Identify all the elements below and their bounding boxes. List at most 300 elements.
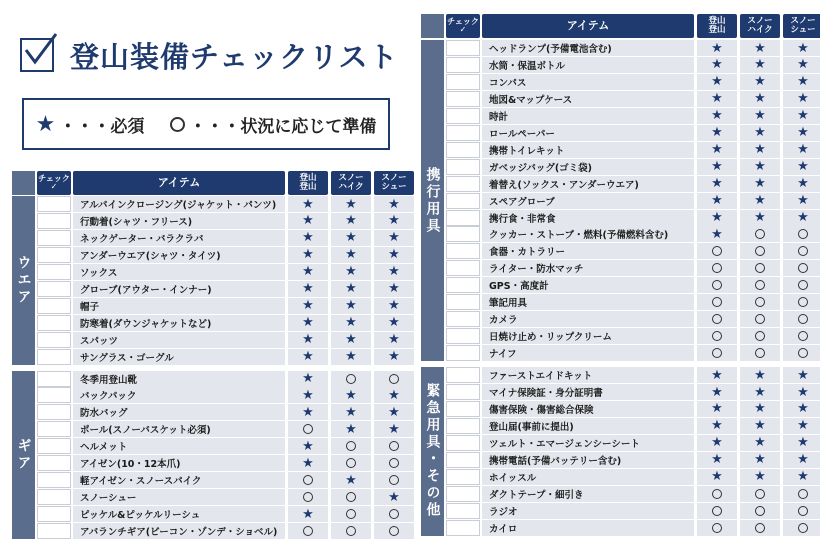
- mark-cell: [783, 367, 820, 383]
- mark-cell: [374, 387, 414, 403]
- mark-cell: [740, 40, 780, 56]
- table-row: [421, 74, 820, 90]
- table-row: [421, 91, 820, 107]
- circle-icon: [755, 314, 765, 324]
- star-icon: ★: [797, 367, 809, 383]
- mark-cell: [740, 367, 780, 383]
- circle-icon: [755, 348, 765, 358]
- header-check: [37, 171, 71, 195]
- mark-cell: [697, 486, 737, 502]
- mark-cell: [331, 315, 371, 331]
- table-row: [12, 315, 414, 331]
- mark-cell: [783, 384, 820, 400]
- circle-icon: [798, 229, 808, 239]
- star-icon: ★: [345, 472, 357, 488]
- circle-icon: [389, 374, 399, 384]
- item-name: 傷害保険・傷害総合保険: [482, 401, 694, 417]
- item-checkbox[interactable]: [37, 281, 71, 297]
- mark-cell: [374, 332, 414, 348]
- mark-cell: [697, 294, 737, 310]
- table-row: [12, 230, 414, 246]
- table-row: [421, 243, 820, 259]
- item-checkbox[interactable]: [446, 401, 480, 417]
- legend-required-text: ・・・必須: [59, 116, 145, 137]
- star-icon: ★: [711, 367, 723, 383]
- item-checkbox[interactable]: [37, 438, 71, 454]
- table-row: [12, 281, 414, 297]
- item-name: ナイフ: [482, 345, 694, 361]
- item-name: スパッツ: [73, 332, 285, 348]
- table-row: [12, 349, 414, 365]
- mark-cell: [740, 142, 780, 158]
- mark-cell: [740, 226, 780, 242]
- star-icon: ★: [754, 418, 766, 434]
- legend-optional-text: ・・・状況に応じて準備: [189, 116, 377, 137]
- mark-cell: [374, 230, 414, 246]
- table-row: [421, 260, 820, 276]
- header-line: スノー: [747, 16, 773, 27]
- item-checkbox[interactable]: [446, 57, 480, 73]
- table-row: [421, 503, 820, 519]
- circle-icon: [755, 246, 765, 256]
- mark-cell: [697, 328, 737, 344]
- item-checkbox[interactable]: [37, 230, 71, 246]
- item-checkbox[interactable]: [446, 159, 480, 175]
- item-name: ヘッドランプ(予備電池含む): [482, 40, 694, 56]
- mark-cell: [374, 281, 414, 297]
- category-label-2: ギア: [12, 371, 35, 540]
- item-name: ロールペーパー: [482, 125, 694, 141]
- table-row: [421, 108, 820, 124]
- star-icon: ★: [797, 452, 809, 468]
- star-icon: ★: [302, 315, 314, 331]
- circle-icon: [798, 523, 808, 533]
- star-icon: ★: [711, 159, 723, 175]
- page-title: 登山装備チェックリスト: [70, 39, 399, 74]
- star-icon: ★: [345, 298, 357, 314]
- header-check-line: チェック: [447, 16, 479, 26]
- star-icon: ★: [302, 213, 314, 229]
- item-checkbox[interactable]: [37, 332, 71, 348]
- star-icon: ★: [711, 384, 723, 400]
- category-header: [421, 14, 444, 38]
- star-icon: ★: [797, 193, 809, 209]
- item-checkbox[interactable]: [37, 489, 71, 505]
- circle-icon: [712, 246, 722, 256]
- mark-cell: [697, 469, 737, 485]
- mark-cell: [783, 159, 820, 175]
- star-icon: ★: [754, 384, 766, 400]
- header-item: アイテム: [482, 14, 694, 38]
- circle-icon: [712, 297, 722, 307]
- star-icon: ★: [797, 108, 809, 124]
- table-row: [12, 472, 414, 488]
- item-name: 地図&マップケース: [482, 91, 694, 107]
- item-name: 食器・カトラリー: [482, 243, 694, 259]
- item-name: 冬季用登山靴: [73, 371, 285, 387]
- item-name: 携行食・非常食: [482, 210, 694, 226]
- star-icon: ★: [711, 91, 723, 107]
- header-line: 登山: [708, 16, 726, 27]
- item-name: 防寒着(ダウンジャケットなど): [73, 315, 285, 331]
- star-icon: ★: [388, 349, 400, 365]
- star-icon: ★: [754, 108, 766, 124]
- mark-cell: [331, 371, 371, 387]
- item-name: コンパス: [482, 74, 694, 90]
- star-icon: ★: [754, 125, 766, 141]
- category-label-4: 緊急用具・その他: [421, 367, 444, 536]
- star-icon: ★: [797, 469, 809, 485]
- header-check-line: ✓: [50, 182, 58, 191]
- star-icon: ★: [754, 91, 766, 107]
- header-col1: [288, 171, 328, 195]
- mark-cell: [331, 404, 371, 420]
- star-icon: ★: [754, 74, 766, 90]
- item-name: アバランチギア(ビーコン・ゾンデ・ショベル): [73, 523, 285, 539]
- item-checkbox[interactable]: [446, 294, 480, 310]
- table-row: [421, 418, 820, 434]
- item-name: サングラス・ゴーグル: [73, 349, 285, 365]
- star-icon: ★: [345, 247, 357, 263]
- circle-icon: [712, 263, 722, 273]
- star-icon: ★: [345, 196, 357, 212]
- item-checkbox[interactable]: [446, 125, 480, 141]
- star-icon: ★: [711, 142, 723, 158]
- category-label-3: 携行用具: [421, 40, 444, 361]
- star-icon: ★: [345, 213, 357, 229]
- item-checkbox[interactable]: [446, 226, 480, 242]
- header-line: ハイク: [747, 25, 773, 35]
- star-icon: ★: [388, 315, 400, 331]
- mark-cell: [697, 311, 737, 327]
- item-checkbox[interactable]: [446, 74, 480, 90]
- mark-cell: [740, 74, 780, 90]
- mark-cell: [697, 401, 737, 417]
- item-name: ファーストエイドキット: [482, 367, 694, 383]
- mark-cell: [697, 260, 737, 276]
- item-checkbox[interactable]: [37, 523, 71, 539]
- mark-cell: [740, 311, 780, 327]
- star-icon: ★: [797, 435, 809, 451]
- star-icon: ★: [388, 387, 400, 403]
- header-check-line: ✓: [459, 25, 467, 34]
- mark-cell: [288, 298, 328, 314]
- circle-icon: [303, 424, 313, 434]
- table-row: [421, 125, 820, 141]
- mark-cell: [288, 315, 328, 331]
- item-checkbox[interactable]: [37, 506, 71, 522]
- table-row: [12, 247, 414, 263]
- header-line: シュー: [790, 25, 816, 35]
- item-checkbox[interactable]: [37, 387, 71, 403]
- header-line: ハイク: [338, 182, 364, 192]
- circle-icon: [755, 331, 765, 341]
- star-icon: ★: [797, 159, 809, 175]
- mark-cell: [783, 125, 820, 141]
- star-icon: ★: [711, 176, 723, 192]
- mark-cell: [331, 349, 371, 365]
- mark-cell: [374, 196, 414, 212]
- item-checkbox[interactable]: [37, 371, 71, 387]
- star-icon: ★: [754, 159, 766, 175]
- item-checkbox[interactable]: [446, 367, 480, 383]
- item-name: 登山届(事前に提出): [482, 418, 694, 434]
- mark-cell: [331, 332, 371, 348]
- star-icon: ★: [797, 40, 809, 56]
- mark-cell: [288, 472, 328, 488]
- table-row: [421, 367, 820, 383]
- mark-cell: [288, 196, 328, 212]
- mark-cell: [783, 452, 820, 468]
- mark-cell: [331, 438, 371, 454]
- mark-cell: [288, 213, 328, 229]
- star-icon: ★: [345, 332, 357, 348]
- item-checkbox[interactable]: [446, 435, 480, 451]
- star-icon: ★: [754, 452, 766, 468]
- table-row: [12, 506, 414, 522]
- star-icon: ★: [711, 418, 723, 434]
- item-name: ソックス: [73, 264, 285, 280]
- mark-cell: [697, 277, 737, 293]
- item-checkbox[interactable]: [446, 469, 480, 485]
- mark-cell: [374, 298, 414, 314]
- mark-cell: [740, 469, 780, 485]
- item-checkbox[interactable]: [37, 247, 71, 263]
- mark-cell: [783, 486, 820, 502]
- mark-cell: [783, 193, 820, 209]
- header-col1: [697, 14, 737, 38]
- star-icon: ★: [711, 57, 723, 73]
- mark-cell: [374, 404, 414, 420]
- star-icon: ★: [302, 247, 314, 263]
- circle-icon: [755, 506, 765, 516]
- mark-cell: [331, 421, 371, 437]
- item-checkbox[interactable]: [37, 196, 71, 212]
- star-icon: ★: [754, 435, 766, 451]
- star-icon: ★: [711, 210, 723, 225]
- star-icon: ★: [797, 142, 809, 158]
- star-icon: ★: [711, 435, 723, 451]
- item-checkbox[interactable]: [446, 40, 480, 56]
- table-row: [12, 404, 414, 420]
- item-name: ガベッジバッグ(ゴミ袋): [482, 159, 694, 175]
- table-row: [421, 486, 820, 502]
- item-name: バックパック: [73, 387, 285, 403]
- mark-cell: [697, 520, 737, 536]
- mark-cell: [331, 298, 371, 314]
- table-row: [421, 469, 820, 485]
- mark-cell: [783, 176, 820, 192]
- star-icon: ★: [388, 264, 400, 280]
- mark-cell: [374, 247, 414, 263]
- mark-cell: [783, 57, 820, 73]
- item-checkbox[interactable]: [446, 486, 480, 502]
- item-name: ホイッスル: [482, 469, 694, 485]
- item-name: 軽アイゼン・スノースパイク: [73, 472, 285, 488]
- item-checkbox[interactable]: [446, 311, 480, 327]
- table-row: [421, 345, 820, 361]
- star-icon: ★: [388, 230, 400, 246]
- star-icon: ★: [797, 176, 809, 192]
- item-checkbox[interactable]: [446, 418, 480, 434]
- item-name: 行動着(シャツ・フリース): [73, 213, 285, 229]
- mark-cell: [697, 345, 737, 361]
- circle-icon: [303, 526, 313, 536]
- item-checkbox[interactable]: [446, 210, 480, 226]
- circle-icon: [755, 229, 765, 239]
- legend: [22, 98, 390, 150]
- item-checkbox[interactable]: [37, 315, 71, 331]
- mark-cell: [374, 213, 414, 229]
- mark-cell: [740, 418, 780, 434]
- mark-cell: [288, 523, 328, 539]
- mark-cell: [740, 401, 780, 417]
- star-icon: ★: [388, 196, 400, 212]
- mark-cell: [740, 193, 780, 209]
- mark-cell: [740, 91, 780, 107]
- table-row: [12, 523, 414, 539]
- item-name: 筆記用具: [482, 294, 694, 310]
- mark-cell: [783, 277, 820, 293]
- table-row: [421, 311, 820, 327]
- mark-cell: [697, 108, 737, 124]
- category-label-1: ウエア: [12, 196, 35, 365]
- mark-cell: [740, 520, 780, 536]
- mark-cell: [783, 226, 820, 242]
- item-checkbox[interactable]: [446, 142, 480, 158]
- item-checkbox[interactable]: [446, 520, 480, 536]
- mark-cell: [374, 455, 414, 471]
- circle-icon: [798, 314, 808, 324]
- item-checkbox[interactable]: [446, 384, 480, 400]
- star-icon: ★: [797, 125, 809, 141]
- item-checkbox[interactable]: [446, 260, 480, 276]
- mark-cell: [697, 367, 737, 383]
- mark-cell: [697, 226, 737, 242]
- table-row: [421, 193, 820, 209]
- mark-cell: [331, 506, 371, 522]
- item-checkbox[interactable]: [37, 213, 71, 229]
- item-checkbox[interactable]: [446, 108, 480, 124]
- item-checkbox[interactable]: [37, 404, 71, 420]
- star-icon: ★: [345, 281, 357, 297]
- mark-cell: [740, 503, 780, 519]
- star-icon: ★: [345, 349, 357, 365]
- star-icon: ★: [302, 196, 314, 212]
- header-line: 登山: [708, 25, 726, 35]
- mark-cell: [697, 40, 737, 56]
- star-icon: ★: [754, 193, 766, 209]
- item-checkbox[interactable]: [446, 193, 480, 209]
- mark-cell: [697, 74, 737, 90]
- table-row: [12, 421, 414, 437]
- table-row: [421, 226, 820, 242]
- item-checkbox[interactable]: [446, 328, 480, 344]
- star-icon: ★: [388, 489, 400, 505]
- star-icon: ★: [711, 452, 723, 468]
- star-icon: ★: [797, 91, 809, 107]
- table-row: [421, 277, 820, 293]
- item-name: GPS・高度計: [482, 277, 694, 293]
- star-icon: ★: [388, 298, 400, 314]
- table-row: [421, 384, 820, 400]
- table-row: [12, 489, 414, 505]
- header-line: 登山: [299, 173, 317, 184]
- mark-cell: [740, 176, 780, 192]
- item-checkbox[interactable]: [446, 91, 480, 107]
- star-icon: ★: [302, 298, 314, 314]
- mark-cell: [331, 455, 371, 471]
- item-name: ポール(スノーバスケット必須): [73, 421, 285, 437]
- header-check-line: チェック: [38, 173, 70, 183]
- circle-icon: [798, 489, 808, 499]
- item-name: アンダーウエア(シャツ・タイツ): [73, 247, 285, 263]
- table-row: [12, 438, 414, 454]
- circle-icon: [346, 526, 356, 536]
- item-name: グローブ(アウター・インナー): [73, 281, 285, 297]
- star-icon: ★: [754, 40, 766, 56]
- mark-cell: [288, 281, 328, 297]
- star-icon: ★: [345, 387, 357, 403]
- circle-icon: [755, 489, 765, 499]
- item-checkbox[interactable]: [446, 277, 480, 293]
- table-row: [12, 371, 414, 387]
- mark-cell: [331, 489, 371, 505]
- circle-icon: [798, 280, 808, 290]
- circle-icon: [798, 348, 808, 358]
- circle-icon: [712, 523, 722, 533]
- item-checkbox[interactable]: [446, 345, 480, 361]
- page-title-block: [20, 30, 399, 80]
- item-checkbox[interactable]: [446, 503, 480, 519]
- star-icon: ★: [302, 332, 314, 348]
- mark-cell: [288, 438, 328, 454]
- item-name: スペアグローブ: [482, 193, 694, 209]
- star-icon: ★: [345, 264, 357, 280]
- star-icon: ★: [797, 74, 809, 90]
- mark-cell: [697, 503, 737, 519]
- circle-icon: [798, 246, 808, 256]
- mark-cell: [288, 506, 328, 522]
- item-checkbox[interactable]: [37, 264, 71, 280]
- item-name: スノーシュー: [73, 489, 285, 505]
- header-line: 登山: [299, 182, 317, 192]
- item-checkbox[interactable]: [446, 452, 480, 468]
- circle-icon: [346, 441, 356, 451]
- item-checkbox[interactable]: [446, 243, 480, 259]
- item-checkbox[interactable]: [37, 455, 71, 471]
- mark-cell: [783, 294, 820, 310]
- item-checkbox[interactable]: [37, 421, 71, 437]
- mark-cell: [783, 260, 820, 276]
- table-row: [421, 294, 820, 310]
- item-checkbox[interactable]: [446, 176, 480, 192]
- item-checkbox[interactable]: [37, 298, 71, 314]
- checkbox-icon: [20, 38, 54, 72]
- mark-cell: [783, 74, 820, 90]
- item-name: マイナ保険証・身分証明書: [482, 384, 694, 400]
- mark-cell: [331, 264, 371, 280]
- header-line: スノー: [381, 173, 407, 184]
- item-checkbox[interactable]: [37, 472, 71, 488]
- header-col2: [740, 14, 780, 38]
- circle-icon: [798, 331, 808, 341]
- item-name: カメラ: [482, 311, 694, 327]
- mark-cell: [288, 387, 328, 403]
- item-checkbox[interactable]: [37, 349, 71, 365]
- star-icon: ★: [388, 247, 400, 263]
- star-icon: ★: [711, 74, 723, 90]
